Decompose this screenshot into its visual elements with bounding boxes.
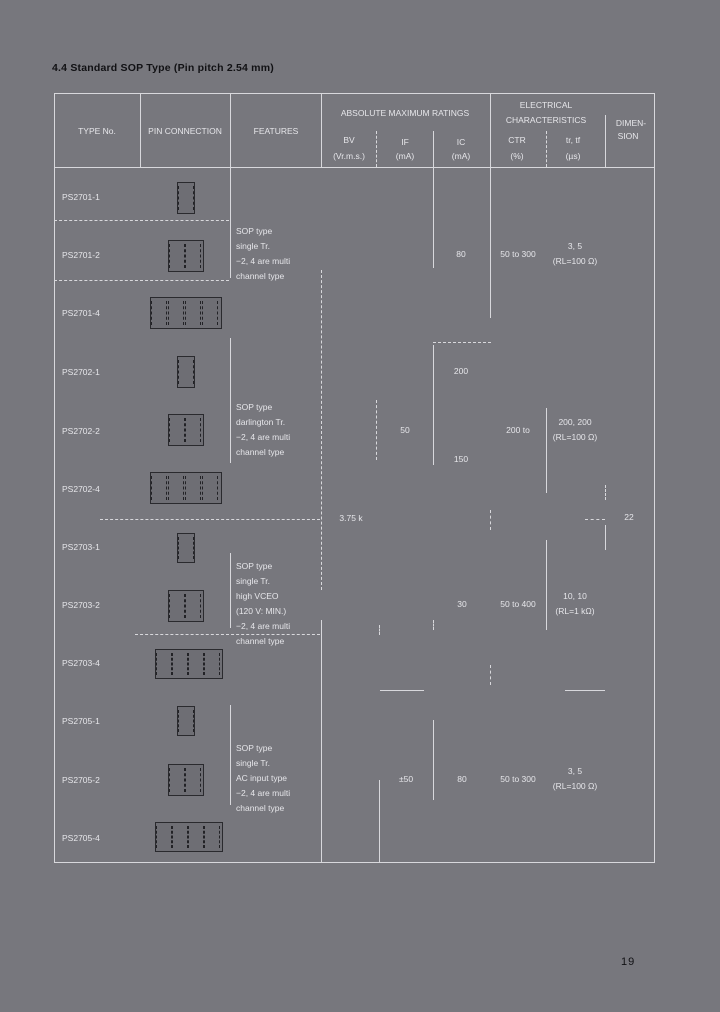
pin-diagram-2ch	[168, 240, 204, 272]
header-divider	[54, 167, 654, 168]
if-value: 50	[400, 425, 410, 435]
header-col-sep	[230, 93, 231, 167]
row-sep	[135, 634, 320, 635]
header-ic: IC	[456, 137, 466, 147]
table-top-border	[54, 93, 654, 94]
if-value: ±50	[398, 774, 414, 784]
pin-diagram-2ch	[168, 764, 204, 796]
features-line: channel type	[236, 636, 285, 646]
features-line: AC input type	[236, 773, 288, 783]
features-line: (120 V: MIN.)	[236, 606, 287, 616]
row-sep	[380, 690, 424, 691]
features-line: single Tr.	[236, 576, 271, 586]
type-no: PS2703-2	[62, 600, 100, 610]
trtf-value: 3, 5	[567, 766, 583, 776]
header-abs-max: ABSOLUTE MAXIMUM RATINGS	[340, 108, 470, 118]
body-col-sep	[321, 270, 322, 590]
features-line: high VCEO	[236, 591, 279, 601]
header-col-sep	[490, 93, 491, 167]
header-dimension-2: SION	[617, 131, 639, 141]
header-if: IF	[401, 137, 409, 147]
header-pin-connection: PIN CONNECTION	[148, 126, 222, 136]
header-bv: BV	[343, 135, 355, 145]
ic-value: 80	[457, 774, 467, 784]
features-line: −2, 4 are multi	[236, 432, 291, 442]
features-line: channel type	[236, 447, 285, 457]
trtf-value: 200, 200	[558, 417, 592, 427]
body-col-sep	[433, 720, 434, 800]
dimension-value: 22	[624, 512, 634, 522]
body-col-sep	[605, 525, 606, 550]
body-col-sep	[433, 168, 434, 268]
type-no: PS2701-1	[62, 192, 100, 202]
table-left-border	[54, 93, 55, 863]
row-sep	[585, 519, 605, 520]
ctr-value: 50 to 400	[500, 599, 536, 609]
pin-diagram-2ch	[168, 414, 204, 446]
header-col-sep	[605, 115, 606, 167]
features-line: channel type	[236, 803, 285, 813]
trtf-value: 10, 10	[563, 591, 587, 601]
pin-diagram-1ch	[177, 533, 195, 563]
body-col-sep	[490, 665, 491, 685]
type-no: PS2705-1	[62, 716, 100, 726]
body-col-sep	[379, 780, 380, 862]
type-no: PS2702-4	[62, 484, 100, 494]
features-line: SOP type	[236, 743, 273, 753]
header-if-unit: (mA)	[395, 151, 415, 161]
table-right-border	[654, 93, 655, 863]
pin-diagram-1ch	[177, 182, 195, 214]
page-number: 19	[621, 956, 636, 968]
row-sep	[565, 690, 605, 691]
features-line: single Tr.	[236, 241, 271, 251]
body-col-sep	[490, 168, 491, 318]
header-trtf: tr, tf	[565, 135, 581, 145]
pin-diagram-2ch	[168, 590, 204, 622]
body-col-sep	[230, 705, 231, 805]
pin-diagram-1ch	[177, 356, 195, 388]
header-bv-unit: (Vr.m.s.)	[333, 151, 365, 161]
features-line: −2, 4 are multi	[236, 621, 291, 631]
features-line: −2, 4 are multi	[236, 788, 291, 798]
header-features: FEATURES	[253, 126, 299, 136]
ic-value: 150	[453, 454, 469, 464]
row-sep	[100, 519, 320, 520]
type-no: PS2705-4	[62, 833, 100, 843]
header-ic-unit: (mA)	[451, 151, 471, 161]
ctr-value: 50 to 300	[500, 249, 536, 259]
ctr-value: 200 to	[506, 425, 530, 435]
header-electrical: ELECTRICAL	[519, 100, 573, 110]
header-col-sep	[140, 93, 141, 167]
trtf-condition: (RL=100 Ω)	[552, 432, 598, 442]
ic-value: 30	[457, 599, 467, 609]
body-col-sep	[433, 345, 434, 465]
body-col-sep	[321, 620, 322, 863]
header-col-sep	[546, 131, 547, 167]
trtf-condition: (RL=100 Ω)	[552, 256, 598, 266]
trtf-value: 3, 5	[567, 241, 583, 251]
header-ctr-unit: (%)	[510, 151, 524, 161]
header-ctr: CTR	[508, 135, 526, 145]
body-col-sep	[230, 338, 231, 463]
features-line: SOP type	[236, 226, 273, 236]
header-characteristics: CHARACTERISTICS	[505, 115, 587, 125]
header-col-sep	[376, 131, 377, 167]
features-line: single Tr.	[236, 758, 271, 768]
type-no: PS2703-1	[62, 542, 100, 552]
pin-diagram-4ch	[155, 822, 223, 852]
type-no: PS2705-2	[62, 775, 100, 785]
body-col-sep	[546, 408, 547, 493]
header-type-no: TYPE No.	[78, 126, 116, 136]
section-heading: 4.4 Standard SOP Type (Pin pitch 2.54 mm)	[52, 62, 274, 74]
features-line: channel type	[236, 271, 285, 281]
row-sep	[433, 342, 491, 343]
pin-diagram-4ch	[150, 297, 222, 329]
pin-diagram-1ch	[177, 706, 195, 736]
header-dimension: DIMEN-	[615, 118, 647, 128]
body-col-sep	[230, 553, 231, 628]
body-col-sep	[376, 400, 377, 460]
body-col-sep	[490, 510, 491, 530]
type-no: PS2701-2	[62, 250, 100, 260]
header-col-sep	[321, 93, 322, 167]
row-sep	[54, 220, 229, 221]
ic-value: 200	[453, 366, 469, 376]
type-no: PS2702-1	[62, 367, 100, 377]
table-bottom-border	[54, 862, 655, 863]
pin-diagram-4ch	[155, 649, 223, 679]
features-line: SOP type	[236, 561, 273, 571]
type-no: PS2703-4	[62, 658, 100, 668]
ic-value: 80	[456, 249, 466, 259]
body-col-sep	[379, 625, 380, 635]
body-col-sep	[433, 620, 434, 630]
body-col-sep	[605, 485, 606, 500]
type-no: PS2701-4	[62, 308, 100, 318]
row-sep	[54, 280, 229, 281]
trtf-condition: (RL=1 kΩ)	[555, 606, 595, 616]
bv-value: 3.75 k	[339, 513, 363, 523]
features-line: SOP type	[236, 402, 273, 412]
body-col-sep	[546, 540, 547, 630]
header-trtf-unit: (µs)	[565, 151, 581, 161]
features-line: darlington Tr.	[236, 417, 286, 427]
pin-diagram-4ch	[150, 472, 222, 504]
ctr-value: 50 to 300	[500, 774, 536, 784]
trtf-condition: (RL=100 Ω)	[552, 781, 598, 791]
type-no: PS2702-2	[62, 426, 100, 436]
body-col-sep	[230, 168, 231, 278]
features-line: −2, 4 are multi	[236, 256, 291, 266]
header-col-sep	[433, 131, 434, 167]
